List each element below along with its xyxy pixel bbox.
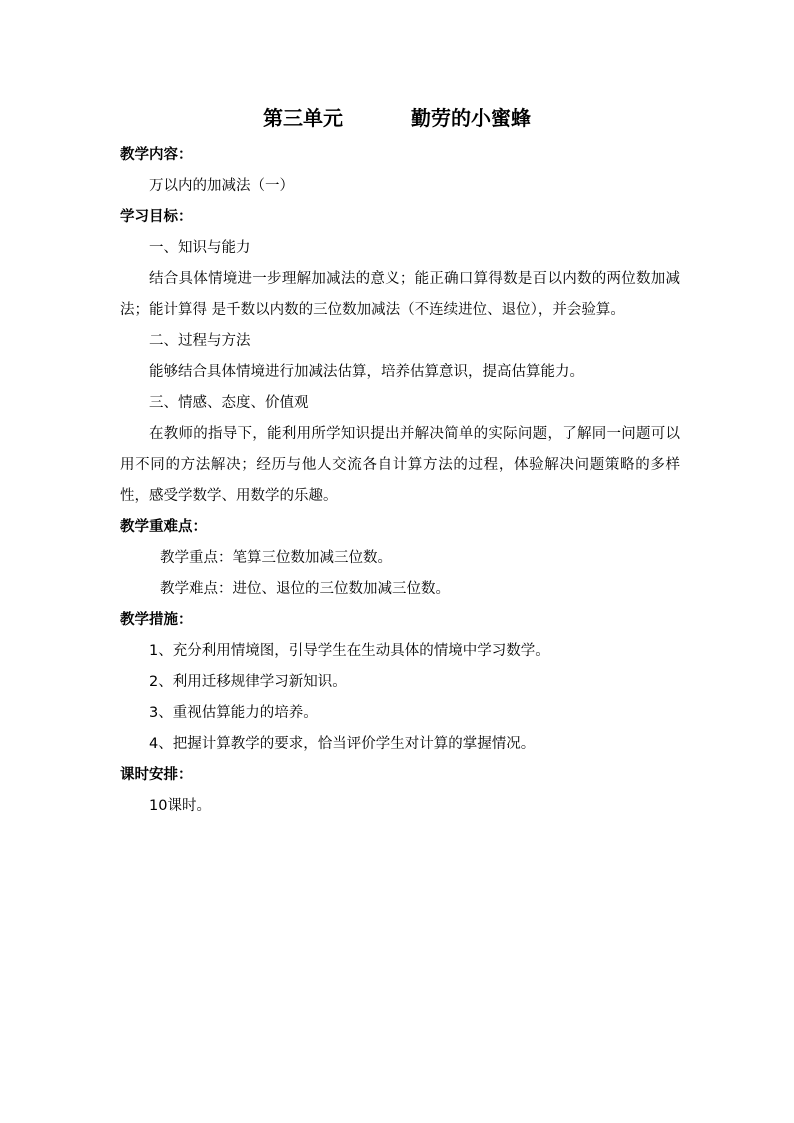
difficult-point-text: 教学难点：进位、退位的三位数加减三位数。	[160, 581, 450, 597]
heading-learning-goals: 学习目标：	[120, 209, 193, 225]
heading-key-difficult: 教学重难点：	[120, 519, 207, 535]
measure-item-3: 3、重视估算能力的培养。	[149, 705, 318, 721]
goal2-heading: 二、过程与方法	[149, 333, 251, 349]
heading-teaching-measures: 教学措施：	[120, 612, 193, 628]
goal1-heading: 一、知识与能力	[149, 240, 251, 256]
goal3-heading: 三、情感、态度、价值观	[149, 395, 309, 411]
document-body	[120, 140, 680, 822]
goal2-text: 能够结合具体情境进行加减法估算，培养估算意识，提高估算能力。	[149, 364, 584, 380]
class-schedule-text: 10课时。	[149, 798, 211, 814]
goal1-text: 结合具体情境进一步理解加减法的意义；能正确口算得数是百以内数的两位数加减法；能计算得 是千数以内数的三位数加减法（不连续进位、退位），并会验算。	[120, 271, 680, 318]
page-title	[0, 104, 794, 132]
key-point-text: 教学重点：笔算三位数加减三位数。	[160, 550, 392, 566]
heading-class-schedule: 课时安排：	[120, 767, 193, 783]
goal3-text: 在教师的指导下，能利用所学知识提出并解决简单的实际问题，了解同一问题可以用不同的方法解决；经历与他人交流各自计算方法的过程，体验解决问题策略的多样性，感受学数学、用数学的乐趣。	[120, 426, 680, 504]
measure-item-1: 1、充分利用情境图，引导学生在生动具体的情境中学习数学。	[149, 643, 550, 659]
title-unit: 第三单元	[263, 106, 343, 130]
title-name: 勤劳的小蜜蜂	[411, 106, 531, 130]
teaching-content-text: 万以内的加减法（一）	[149, 178, 294, 194]
measure-item-4: 4、把握计算教学的要求，恰当评价学生对计算的掌握情况。	[149, 736, 536, 752]
measure-item-2: 2、利用迁移规律学习新知识。	[149, 674, 347, 690]
heading-teaching-content: 教学内容：	[120, 147, 193, 163]
